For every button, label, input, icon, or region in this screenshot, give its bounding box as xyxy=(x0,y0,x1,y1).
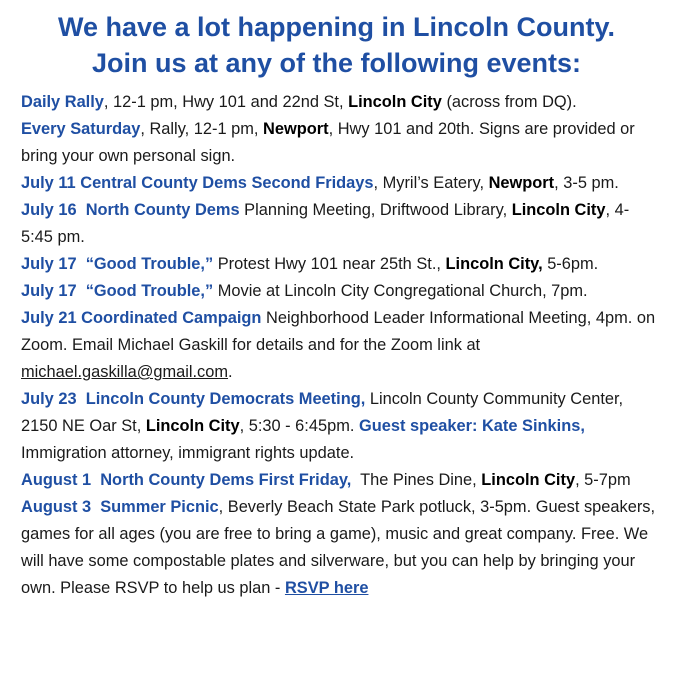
event-text: , 12-1 pm, Hwy 101 and 22nd St, xyxy=(103,93,349,111)
event-daily-rally xyxy=(21,89,661,116)
event-city: Newport xyxy=(488,174,555,192)
event-city: Lincoln City xyxy=(145,417,240,435)
event-text: The Pines Dine, xyxy=(351,471,482,489)
event-july-21 xyxy=(21,305,661,386)
event-july-16 xyxy=(21,197,661,251)
event-city: Newport xyxy=(263,120,329,138)
event-title: July 21 Coordinated Campaign xyxy=(21,309,262,327)
event-title: Daily Rally xyxy=(21,93,104,111)
guest-speaker: Guest speaker: Kate Sinkins, xyxy=(358,417,585,435)
event-text: , 5:30 - 6:45pm. xyxy=(239,417,359,435)
event-text: , Myril’s Eatery, xyxy=(373,174,489,192)
event-title: August 3 Summer Picnic xyxy=(21,498,219,516)
event-text: , 5-7pm xyxy=(575,471,631,489)
event-city: Lincoln City xyxy=(481,471,576,489)
event-title: August 1 North County Dems First Friday, xyxy=(21,471,352,489)
event-city: Lincoln City xyxy=(511,201,606,219)
event-july-17-protest xyxy=(21,251,661,278)
event-text: Neighborhood Leader Informational Meeting, 4pm. on Zoom. Email Michael Gaskill for details and for the Zoom link at xyxy=(21,309,656,354)
event-text: Lincoln County Community Center, 2150 NE Oar St, xyxy=(21,390,624,435)
event-text: Planning Meeting, Driftwood Library, xyxy=(239,201,512,219)
event-title: July 16 North County Dems xyxy=(21,201,240,219)
event-text: 5-6pm. xyxy=(542,255,599,273)
event-august-1 xyxy=(21,467,661,494)
event-text: Protest Hwy 101 near 25th St., xyxy=(213,255,446,273)
event-city: Lincoln City xyxy=(348,93,442,111)
event-july-23 xyxy=(21,386,661,467)
title-line-2: Join us at any of the following events: xyxy=(91,48,582,78)
event-july-17-movie xyxy=(21,278,661,305)
event-text: , 3-5 pm. xyxy=(554,174,619,192)
page-title xyxy=(0,0,673,81)
event-title: Every Saturday xyxy=(21,120,141,138)
event-august-3 xyxy=(21,494,661,602)
event-july-11 xyxy=(21,170,661,197)
event-text: (across from DQ). xyxy=(441,93,577,111)
event-text: . xyxy=(228,363,233,381)
event-text: , Rally, 12-1 pm, xyxy=(140,120,264,138)
event-every-saturday xyxy=(21,116,661,170)
email-link[interactable]: michael.gaskilla@gmail.com xyxy=(21,363,229,381)
title-line-1: We have a lot happening in Lincoln County. xyxy=(57,12,616,42)
event-text: , Beverly Beach State Park potluck, 3-5pm. Guest speakers, games for all ages (you are free to bring a game), music and great company. Free. We will have some compostable plates and silverware, but you can help by bringing your own. Please RSVP to help us plan - xyxy=(21,498,656,597)
rsvp-link[interactable]: RSVP here xyxy=(284,579,369,597)
event-text: Immigration attorney, immigrant rights update. xyxy=(21,444,355,462)
event-text: , Hwy 101 and 20th. Signs are provided or bring your own personal sign. xyxy=(21,120,635,165)
event-title: July 17 “Good Trouble,” xyxy=(21,255,214,273)
event-text: , 4-5:45 pm. xyxy=(21,201,630,246)
event-title: July 23 Lincoln County Democrats Meeting, xyxy=(21,390,366,408)
event-title: July 17 “Good Trouble,” xyxy=(21,282,214,300)
event-title: July 11 Central County Dems Second Fridays xyxy=(21,174,374,192)
event-text: Movie at Lincoln City Congregational Church, 7pm. xyxy=(213,282,588,300)
event-list xyxy=(21,89,661,602)
event-city: Lincoln City, xyxy=(445,255,543,273)
